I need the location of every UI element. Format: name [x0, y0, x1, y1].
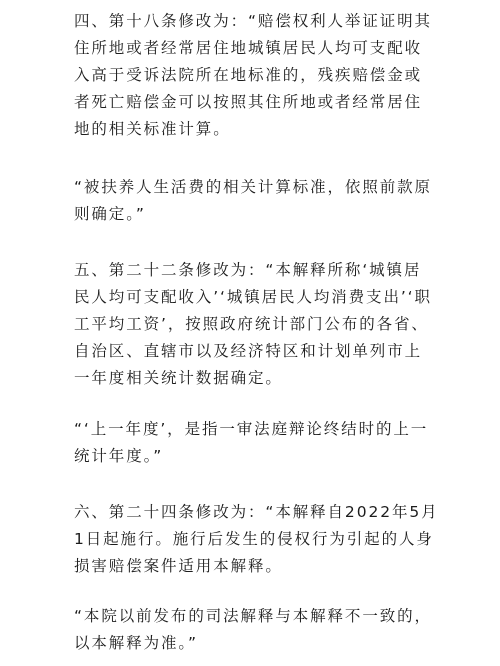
- paragraph-precedence-clause: [74, 603, 434, 657]
- text-line: 自治区、直辖市以及经济特区和计划单列市上: [74, 342, 423, 360]
- paragraph-article-24-amendment: [74, 499, 439, 580]
- paragraph-article-18-amendment: [74, 8, 434, 143]
- text-line: 住所地或者经常居住地城镇居民人均可支配收: [74, 39, 423, 57]
- paragraph-previous-year-definition: [74, 416, 434, 470]
- text-line: 一年度相关统计数据确定。: [74, 369, 283, 387]
- text-line: 者死亡赔偿金可以按照其住所地或者经常居住: [74, 93, 423, 111]
- text-line: “被扶养人生活费的相关计算标准，依照前款原: [74, 178, 432, 196]
- text-line: 则确定。”: [74, 205, 146, 223]
- text-line: “‘上一年度’，是指一审法庭辩论终结时的上一: [74, 420, 429, 438]
- paragraph-article-22-amendment: [74, 257, 434, 392]
- text-line: 统计年度。”: [74, 447, 164, 465]
- text-line: 1日起施行。施行后发生的侵权行为引起的人身: [74, 530, 434, 548]
- text-line: 工平均工资’，按照政府统计部门公布的各省、: [74, 315, 429, 333]
- paragraph-dependant-living-expenses: [74, 174, 434, 228]
- text-line: 民人均可支配收入’‘城镇居民人均消费支出’‘职: [74, 288, 432, 306]
- text-line: 五、第二十二条修改为：“本解释所称‘城镇居: [74, 261, 422, 279]
- text-line: 四、第十八条修改为：“赔偿权利人举证证明其: [74, 12, 432, 30]
- text-line: 地的相关标准计算。: [74, 120, 231, 138]
- text-line: “本院以前发布的司法解释与本解释不一致的，: [74, 607, 432, 625]
- text-line: 以本解释为准。”: [74, 634, 198, 652]
- text-line: 六、第二十四条修改为：“本解释自2022年5月: [74, 503, 439, 521]
- text-line: 损害赔偿案件适用本解释。: [74, 557, 283, 575]
- text-line: 入高于受诉法院所在地标准的，残疾赔偿金或: [74, 66, 423, 84]
